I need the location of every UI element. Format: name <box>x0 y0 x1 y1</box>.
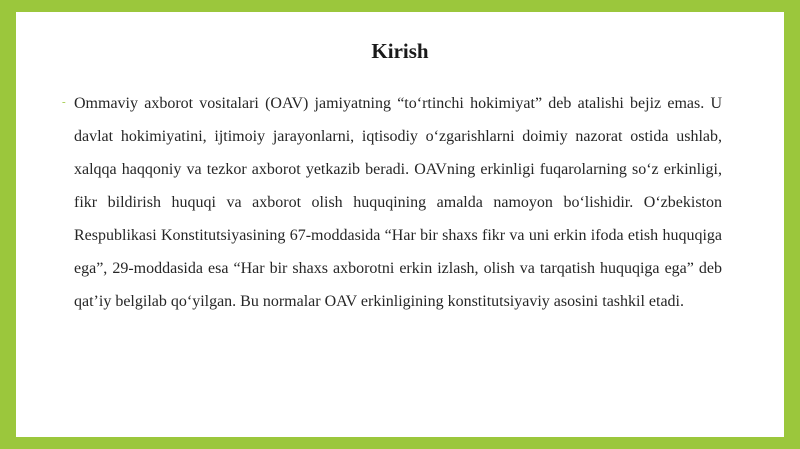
body-paragraph: Ommaviy axborot vositalari (OAV) jamiyatning “to‘rtinchi hokimiyat” deb atalishi bejiz emas. U davlat hokimiyatini, ijtimoiy jarayonlarni, iqtisodiy o‘zgarishlarni doimiy nazorat ostida ushlab, xalqqa haqqoniy va tezkor axborot yetkazib beradi. OAVning erkinligi fuqarolarning so‘z erkinligi, fikr bildirish huquqi va axborot olish huquqining amalda namoyon bo‘lishidir. O‘zbekiston Respublikasi Konstitutsiyasining 67-moddasida “Har bir shaxs fikr va uni erkin ifoda etish huquqiga ega”, 29-moddasida esa “Har bir shaxs axborotni erkin izlash, olish va tarqatish huquqiga ega” deb qat’iy belgilab qo‘yilgan. Bu normalar OAV erkinligining konstitutsiyaviy asosini tashkil etadi. <box>74 95 722 310</box>
bullet-marker: - <box>62 96 66 108</box>
slide <box>16 12 784 437</box>
slide-title: Kirish <box>371 39 429 63</box>
